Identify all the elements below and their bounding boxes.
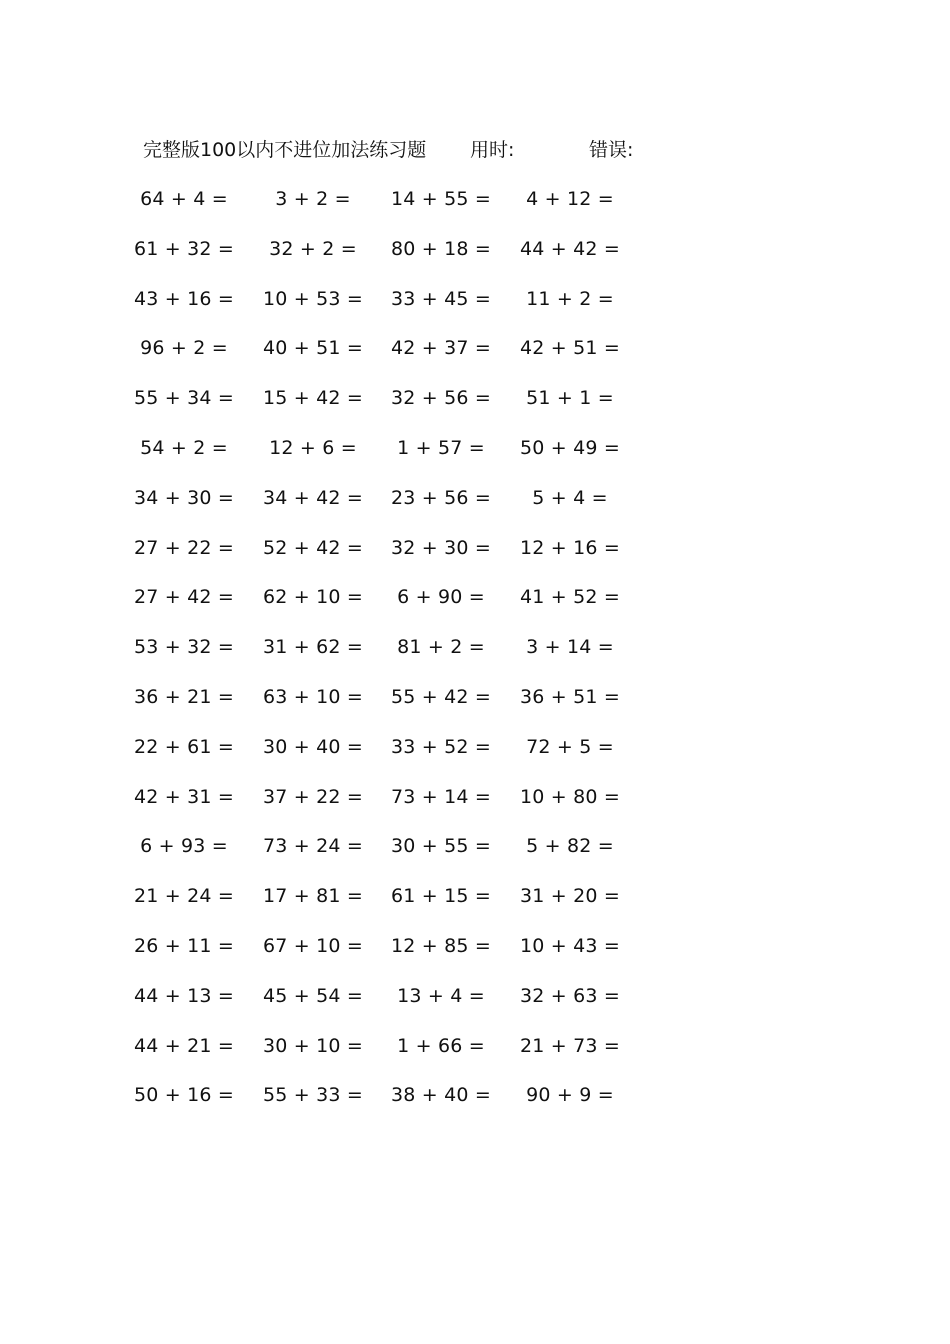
addition-problem: 43 + 16 =	[133, 287, 235, 310]
addition-problem: 63 + 10 =	[262, 685, 364, 708]
addition-problem: 67 + 10 =	[262, 934, 364, 957]
problem-row	[0, 535, 950, 585]
addition-problem: 32 + 30 =	[390, 536, 492, 559]
addition-problem: 61 + 32 =	[133, 237, 235, 260]
addition-problem: 53 + 32 =	[133, 636, 235, 659]
addition-problem: 50 + 16 =	[133, 1084, 235, 1107]
addition-problem: 5 + 4 =	[532, 486, 608, 509]
addition-problem: 37 + 22 =	[262, 785, 364, 808]
problem-row	[0, 983, 950, 1033]
problem-row	[0, 286, 950, 336]
addition-problem: 10 + 53 =	[262, 287, 364, 310]
addition-problem: 62 + 10 =	[262, 586, 364, 609]
addition-problem: 81 + 2 =	[397, 636, 485, 659]
addition-problem: 31 + 20 =	[519, 885, 621, 908]
problem-row	[0, 335, 950, 385]
addition-problem: 32 + 2 =	[269, 237, 357, 260]
addition-problem: 38 + 40 =	[390, 1084, 492, 1107]
addition-problem: 27 + 22 =	[133, 536, 235, 559]
addition-problem: 44 + 42 =	[519, 237, 621, 260]
addition-problem: 73 + 14 =	[390, 785, 492, 808]
addition-problem: 34 + 42 =	[262, 486, 364, 509]
problem-row	[0, 584, 950, 634]
addition-problem: 11 + 2 =	[526, 287, 614, 310]
addition-problem: 5 + 82 =	[526, 835, 614, 858]
addition-problem: 73 + 24 =	[262, 835, 364, 858]
addition-problem: 44 + 13 =	[133, 984, 235, 1007]
addition-problem: 4 + 12 =	[526, 188, 614, 210]
addition-problem: 21 + 24 =	[133, 885, 235, 908]
addition-problem: 13 + 4 =	[397, 984, 485, 1007]
problem-row	[0, 933, 950, 983]
addition-problem: 55 + 34 =	[133, 387, 235, 410]
addition-problem: 36 + 51 =	[519, 685, 621, 708]
addition-problem: 30 + 55 =	[390, 835, 492, 858]
addition-problem: 17 + 81 =	[262, 885, 364, 908]
addition-problem: 27 + 42 =	[133, 586, 235, 609]
addition-problem: 10 + 43 =	[519, 934, 621, 957]
problem-row	[0, 883, 950, 933]
addition-problem: 31 + 62 =	[262, 636, 364, 659]
addition-problem: 32 + 56 =	[390, 387, 492, 410]
addition-problem: 12 + 16 =	[519, 536, 621, 559]
problem-row	[0, 634, 950, 684]
addition-problem: 72 + 5 =	[526, 735, 614, 758]
problem-row	[0, 435, 950, 485]
problem-row	[0, 385, 950, 435]
addition-problem: 45 + 54 =	[262, 984, 364, 1007]
addition-problem: 15 + 42 =	[262, 387, 364, 410]
problem-row	[0, 684, 950, 734]
addition-problem: 54 + 2 =	[140, 436, 228, 459]
addition-problem: 90 + 9 =	[526, 1084, 614, 1107]
time-label: 用时:	[470, 139, 515, 161]
addition-problem: 1 + 66 =	[397, 1034, 485, 1057]
addition-problem: 33 + 52 =	[390, 735, 492, 758]
addition-problem: 22 + 61 =	[133, 735, 235, 758]
problem-row	[0, 485, 950, 535]
addition-problem: 32 + 63 =	[519, 984, 621, 1007]
addition-problem: 50 + 49 =	[519, 436, 621, 459]
addition-problem: 42 + 51 =	[519, 337, 621, 360]
addition-problem: 6 + 90 =	[397, 586, 485, 609]
problem-row	[0, 1082, 950, 1132]
worksheet-title: 完整版100以内不进位加法练习题	[143, 139, 427, 161]
addition-problem: 80 + 18 =	[390, 237, 492, 260]
addition-problem: 64 + 4 =	[140, 188, 228, 210]
addition-problem: 40 + 51 =	[262, 337, 364, 360]
addition-problem: 6 + 93 =	[140, 835, 228, 858]
problem-row	[0, 784, 950, 834]
addition-problem: 30 + 10 =	[262, 1034, 364, 1057]
addition-problem: 3 + 2 =	[275, 188, 351, 210]
addition-problem: 42 + 37 =	[390, 337, 492, 360]
addition-problem: 36 + 21 =	[133, 685, 235, 708]
problem-row	[0, 186, 950, 236]
problem-row	[0, 833, 950, 883]
addition-problem: 26 + 11 =	[133, 934, 235, 957]
addition-problem: 41 + 52 =	[519, 586, 621, 609]
addition-problem: 10 + 80 =	[519, 785, 621, 808]
addition-problem: 44 + 21 =	[133, 1034, 235, 1057]
addition-problem: 1 + 57 =	[397, 436, 485, 459]
addition-problem: 33 + 45 =	[390, 287, 492, 310]
addition-problem: 12 + 85 =	[390, 934, 492, 957]
addition-problem: 23 + 56 =	[390, 486, 492, 509]
addition-problem: 55 + 42 =	[390, 685, 492, 708]
addition-problem: 52 + 42 =	[262, 536, 364, 559]
addition-problem: 61 + 15 =	[390, 885, 492, 908]
addition-problem: 51 + 1 =	[526, 387, 614, 410]
addition-problem: 30 + 40 =	[262, 735, 364, 758]
addition-problem: 34 + 30 =	[133, 486, 235, 509]
problem-row	[0, 1033, 950, 1083]
addition-problem: 55 + 33 =	[262, 1084, 364, 1107]
addition-problem: 21 + 73 =	[519, 1034, 621, 1057]
addition-problem: 42 + 31 =	[133, 785, 235, 808]
problem-row	[0, 236, 950, 286]
addition-problem: 14 + 55 =	[390, 188, 492, 210]
addition-problem: 12 + 6 =	[269, 436, 357, 459]
problem-grid	[0, 186, 950, 1132]
addition-problem: 96 + 2 =	[140, 337, 228, 360]
addition-problem: 3 + 14 =	[526, 636, 614, 659]
problem-row	[0, 734, 950, 784]
errors-label: 错误:	[589, 139, 634, 161]
